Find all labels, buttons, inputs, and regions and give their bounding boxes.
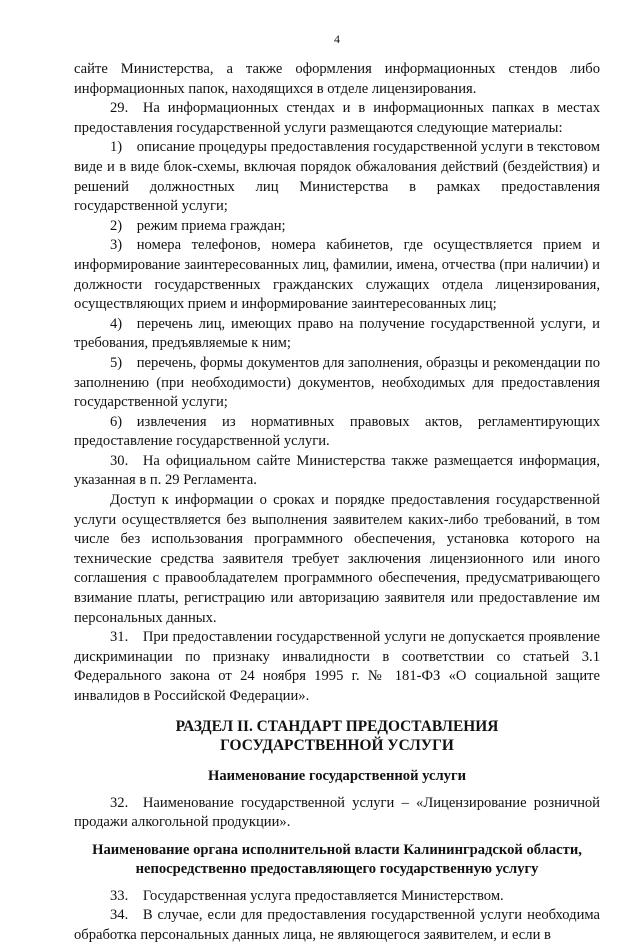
paragraph-34: 34. В случае, если для предоставления государственной услуги необходима обработка персональных данных лица, не являющегося заявителем, и если в — [74, 907, 600, 943]
section-title-line-1: РАЗДЕЛ II. СТАНДАРТ ПРЕДОСТАВЛЕНИЯ — [175, 717, 499, 735]
paragraph-33: 33. Государственная услуга предоставляется Министерством. — [110, 887, 504, 904]
section-title — [74, 717, 600, 755]
paragraph: 1) описание процедуры предоставления государственной услуги в текстовом виде и в виде блок-схемы, включая порядок обжалования действий (бездействия) и решений должностных лиц Министерства в рамках предоставления государственной услуги; — [74, 139, 600, 215]
subheading-service-name: Наименование государственной услуги — [208, 767, 466, 784]
paragraph: 30. На официальном сайте Министерства также размещается информация, указанная в п. 29 Регламента. — [74, 452, 600, 489]
page-number: 4 — [334, 32, 340, 46]
paragraph: 31. При предоставлении государственной услуги не допускается проявление дискриминации по признаку инвалидности в соответствии со статьей 3.1 Федерального закона от 24 ноября 1995 г. № 181-ФЗ «О социальной защите инвалидов в Российской Федерации». — [74, 629, 600, 704]
subheading-executive-body-line-2: непосредственно предоставляющего государственную услугу — [135, 860, 539, 877]
paragraph: 4) перечень лиц, имеющих право на получение государственной услуги, и требования, предъявляемые к ним; — [74, 315, 600, 352]
paragraph: Доступ к информации о сроках и порядке предоставления государственной услуги осуществляется без выполнения заявителем каких-либо требований, в том числе без использования программного обеспечения, установка которого на технические средства заявителя требует заключения лицензионного или иного соглашения с правообладателем программного обеспечения, предусматривающего взимание платы, регистрацию или авторизацию заявителя или предоставление им персональных данных. — [74, 492, 600, 626]
paragraph: сайте Министерства, а также оформления информационных стендов либо информационных папок, находящихся в отделе лицензирования. — [74, 61, 600, 97]
paragraph-32: 32. Наименование государственной услуги – «Лицензирование розничной продажи алкогольной продукции». — [74, 794, 600, 831]
section-title-line-2: ГОСУДАРСТВЕННОЙ УСЛУГИ — [220, 736, 454, 754]
paragraph: 2) режим приема граждан; — [110, 217, 286, 234]
paragraph: 3) номера телефонов, номера кабинетов, где осуществляется прием и информирование заинтересованных лиц, фамилии, имена, отчества (при наличии) и должности государственных гражданских служащих отдела лицензирования, осуществляющих прием и информирование заинтересованных лиц; — [74, 237, 600, 313]
paragraph: 29. На информационных стендах и в информационных папках в местах предоставления государственной услуги размещаются следующие материалы: — [74, 100, 600, 136]
subheading-executive-body — [74, 841, 600, 879]
subheading-executive-body-line-1: Наименование органа исполнительной власти Калининградской области, — [92, 841, 582, 858]
paragraph: 6) извлечения из нормативных правовых актов, регламентирующих предоставление государственной услуги. — [74, 413, 600, 450]
body-text-block — [74, 60, 600, 707]
paragraph: 5) перечень, формы документов для заполнения, образцы и рекомендации по заполнению (при необходимости) документов, необходимых для предоставления государственной услуги; — [74, 354, 600, 411]
